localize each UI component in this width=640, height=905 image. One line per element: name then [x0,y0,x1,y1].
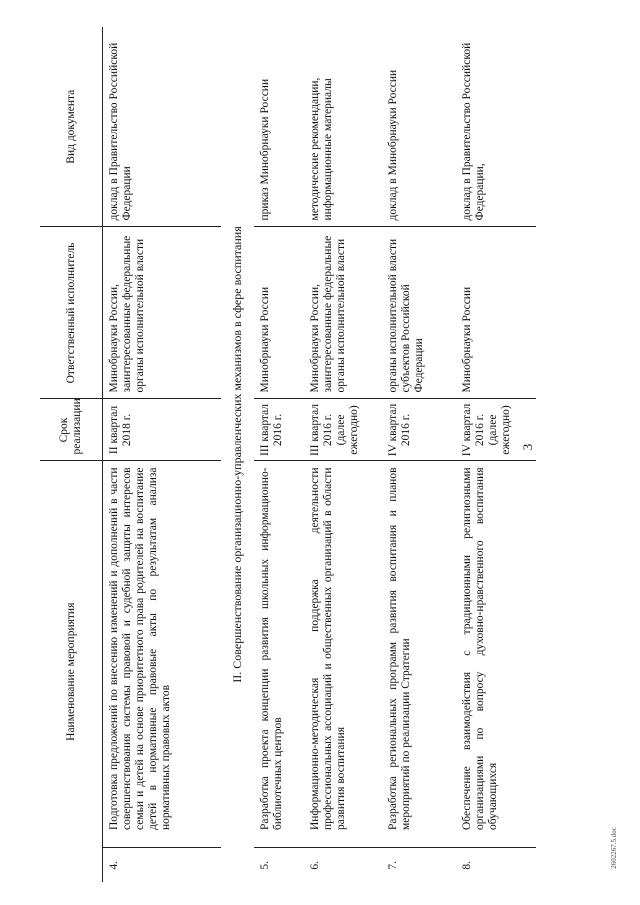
row-term: II квартал 2018 г. [103,399,221,461]
table-row [103,27,221,882]
row-term: III квартал 2016 г. (далее ежегодно) [304,399,382,461]
row-name: Подготовка предложений по внесению изменений и дополнений в части совершенствования системы правовой и судебной защиты интересов семьи и детей на основе приоритетного права родителей на воспитание детей в нормативные правовые акты по результатам анализа нормативных правовых актов [108,467,172,830]
row-doc-type: доклад в Правительство Российской Федерации [103,27,221,227]
document-footer: 2602267.5.doc [610,827,618,869]
table-row [382,27,456,882]
row-term: III квартал 2016 г. [254,399,304,461]
row-doc-type: методические рекомендации, информационные материалы [304,27,382,227]
row-term: IV квартал 2016 г. (далее ежегодно) [456,399,536,461]
page-number: 3 [520,443,535,451]
row-responsible: Минобрнауки России [456,227,536,399]
row-name: Разработка региональных программ развития воспитания и планов мероприятий по реализации Стратегии [386,467,412,830]
row-number: 8. [460,860,473,870]
row-responsible: Минобрнауки России [254,227,304,399]
measures-table [40,27,536,882]
row-number: 6. [308,860,321,870]
header-doc-type: Вид документа [40,27,103,227]
row-number: 4. [108,860,120,870]
header-responsible: Ответственный исполнитель [40,227,103,399]
row-term: IV квартал 2016 г. [382,399,456,461]
row-doc-type: доклад в Правительство Российской Федерации, [456,27,536,227]
section-title: II. Совершенствование организационно-управленческих механизмов в сфере воспитания [229,226,244,683]
table-header-row [40,27,103,882]
row-name: Разработка проекта концепции развития школьных информационно-библиотечных центров [258,467,284,830]
rotated-page [40,27,600,882]
row-responsible: Минобрнауки России, заинтересованные федеральные органы исполнительной власти [304,227,382,399]
table-row [304,27,382,882]
row-doc-type: доклад в Минобрнауки России [382,27,456,227]
header-term: Срок реализации [40,399,103,461]
row-number: 5. [258,860,271,870]
row-responsible: Минобрнауки России, заинтересованные федеральные органы исполнительной власти [103,227,221,399]
row-name: Информационно-методическая поддержка деятельности профессиональных ассоциаций и общественных организаций в области развития воспитания [308,467,347,830]
section-row [221,27,254,882]
table-row [456,27,536,882]
row-number: 7. [386,860,399,870]
row-responsible: органы исполнительной власти субъектов Российской Федерации [382,227,456,399]
header-name: Наименование мероприятия [40,461,103,882]
table-row [254,27,304,882]
row-name: Обеспечение взаимодействия с традиционными религиозными организациями по вопросу духовно-нравственного воспитания обучающихся [460,467,499,830]
row-doc-type: приказ Минобрнауки России [254,27,304,227]
